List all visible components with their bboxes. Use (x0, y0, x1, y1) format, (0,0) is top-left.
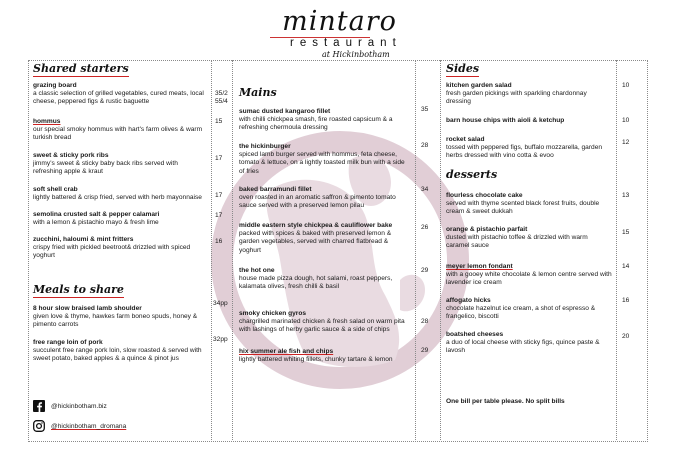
item-desc: spiced lamb burger served with hommus, feta cheese, tomato & lettuce, on a lightly toasted milk bun with a side of fries (239, 151, 405, 175)
item-desc: with chilli chickpea smash, fire roasted capsicum & a refreshing chermoula dressing (239, 116, 393, 132)
item-title: zucchini, haloumi & mint fritters (33, 236, 134, 243)
item-title: free range loin of pork (33, 339, 103, 346)
item-title: hommus (33, 118, 61, 125)
item-price: 26 (421, 224, 429, 231)
item-desc: tossed with peppered figs, buffalo mozzarella, garden herbs dressed with vino cotta & evoo (446, 144, 603, 160)
item-title: 8 hour slow braised lamb shoulder (33, 305, 142, 312)
menu-item (446, 136, 612, 161)
item-price: 15 (622, 229, 630, 236)
menu-item (239, 348, 411, 364)
item-price: 10 (622, 117, 630, 124)
menu-item (33, 305, 209, 330)
item-price: 34pp (213, 300, 228, 307)
meals-to-share-heading: Meals to share (33, 283, 124, 296)
item-price: 35 (421, 106, 429, 113)
item-desc: succulent free range pork loin, slow roasted & served with sweet potato, baked apples & a quince & pinot jus (33, 347, 202, 363)
item-price: 16 (215, 238, 223, 245)
menu-item (446, 192, 612, 217)
item-title: grazing board (33, 82, 77, 89)
menu-item (33, 339, 209, 364)
item-title: soft shell crab (33, 186, 78, 193)
item-title: rocket salad (446, 136, 485, 143)
item-desc: lightly battered & crisp fried, served with herb mayonnaise (33, 194, 202, 202)
shared-starters-heading: Shared starters (33, 62, 129, 75)
item-title: boatshed cheeses (446, 331, 504, 338)
menu-item (239, 143, 411, 176)
item-desc: a duo of local cheese with sticky figs, quince paste & lavosh (446, 339, 600, 355)
item-title: barn house chips with aioli & ketchup (446, 117, 565, 124)
facebook-icon (33, 400, 45, 412)
menu-item (239, 267, 411, 292)
item-title: kitchen garden salad (446, 82, 512, 89)
item-desc: house made pizza dough, hot salami, roast peppers, kalamata olives, fresh chilli & basil (239, 275, 393, 291)
item-title: orange & pistachio parfait (446, 226, 528, 233)
desserts-heading: desserts (446, 168, 498, 181)
billing-note: One bill per table please. No split bills (446, 398, 565, 405)
col2-divider (440, 60, 441, 440)
item-price: 14 (622, 263, 630, 270)
item-price: 17 (215, 155, 223, 162)
item-desc: our special smoky hommus with hart's farm olives & warm turkish bread (33, 126, 203, 142)
facebook-handle: @hickinbotham.biz (51, 402, 107, 410)
menu-item (446, 263, 612, 288)
item-price: 17 (215, 192, 223, 199)
item-price: 32pp (213, 336, 228, 343)
menu-item (33, 118, 209, 143)
menu-item (446, 117, 612, 125)
item-price: 29 (421, 267, 429, 274)
item-price: 34 (421, 186, 429, 193)
item-title: affogato hicks (446, 297, 491, 304)
item-price: 12 (622, 139, 630, 146)
item-desc: given love & thyme, hawkes farm boneo spuds, honey & pimento carrots (33, 313, 198, 329)
item-desc: with a gooey white chocolate & lemon centre served with lavender ice cream (446, 271, 612, 287)
item-title: meyer lemon fondant (446, 263, 513, 270)
menu-item (239, 186, 411, 211)
menu-item (33, 82, 209, 107)
menu-item (33, 152, 209, 177)
col3-price-divider (616, 60, 617, 440)
item-title: hix summer ale fish and chips (239, 348, 334, 355)
item-price: 16 (622, 297, 630, 304)
item-desc: oven roasted in an aromatic saffron & pimento tomato sauce served with a preserved lemon pilau (239, 194, 396, 210)
item-title: middle eastern style chickpea & cauliflower bake (239, 222, 393, 229)
item-price: 15 (215, 118, 223, 125)
menu-item (33, 236, 209, 261)
menu-item (446, 226, 612, 251)
restaurant-name: mintaro (282, 6, 397, 37)
item-desc: served with thyme scented black forest fruits, double cream & sweet dukkah (446, 200, 600, 216)
item-price: 35/2 55/4 (215, 90, 228, 106)
menu-item (446, 331, 612, 356)
item-title: smoky chicken gyros (239, 310, 307, 317)
item-price: 10 (622, 82, 630, 89)
item-title: the hickinburger (239, 143, 291, 150)
item-desc: a classic selection of grilled vegetables, cured meats, local cheese, peppered figs & rustic baguette (33, 90, 204, 106)
item-title: baked barramundi fillet (239, 186, 312, 193)
menu-item (446, 297, 612, 322)
mains-heading: Mains (239, 86, 277, 99)
item-price: 13 (622, 192, 630, 199)
menu-item (446, 82, 612, 107)
restaurant-location: at Hickinbotham (322, 50, 390, 59)
item-desc: chocolate hazelnut ice cream, a shot of espresso & frangelico, biscotti (446, 305, 596, 321)
col1-divider (232, 60, 233, 440)
menu-item (239, 108, 411, 133)
restaurant-subtitle: restaurant (290, 37, 402, 49)
brand-header (0, 6, 679, 37)
menu-item (239, 310, 411, 335)
item-desc: fresh garden pickings with sparkling chardonnay dressing (446, 90, 587, 106)
item-price: 28 (421, 318, 429, 325)
instagram-icon (33, 420, 45, 432)
item-title: sweet & sticky pork ribs (33, 152, 109, 159)
item-desc: dusted with pistachio toffee & drizzled with warm caramel sauce (446, 234, 588, 250)
item-price: 17 (215, 212, 223, 219)
instagram-link[interactable] (33, 420, 126, 432)
item-desc: crispy fried with pickled beetroot& drizzled with spiced yoghurt (33, 244, 191, 260)
item-desc: lightly battered whiting fillets, chunky tartare & lemon (239, 356, 393, 364)
instagram-handle: @hickinbotham_dromana (51, 422, 127, 430)
menu-item (239, 222, 411, 255)
item-desc: with a lemon & pistachio mayo & fresh lime (33, 219, 159, 227)
item-title: the hot one (239, 267, 275, 274)
facebook-link[interactable] (33, 400, 107, 412)
menu-item (33, 186, 209, 202)
item-desc: jimmy's sweet & sticky baby back ribs served with refreshing apple & kraut (33, 160, 178, 176)
item-title: sumac dusted kangaroo fillet (239, 108, 331, 115)
sides-heading: Sides (446, 62, 480, 75)
item-title: flourless chocolate cake (446, 192, 523, 199)
col2-price-divider (415, 60, 416, 440)
item-price: 28 (421, 142, 429, 149)
col1-price-divider (211, 60, 212, 440)
item-price: 20 (622, 333, 630, 340)
item-desc: packed with spices & baked with preserved lemon & garden vegetables, served with charred flatbread & yoghurt (239, 230, 392, 254)
item-title: semolina crusted salt & pepper calamari (33, 211, 160, 218)
menu-item (33, 211, 209, 227)
item-desc: chargrilled marinated chicken & fresh salad on warm pita with lashings of herby garlic sauce & a side of chips (239, 318, 405, 334)
item-price: 29 (421, 347, 429, 354)
